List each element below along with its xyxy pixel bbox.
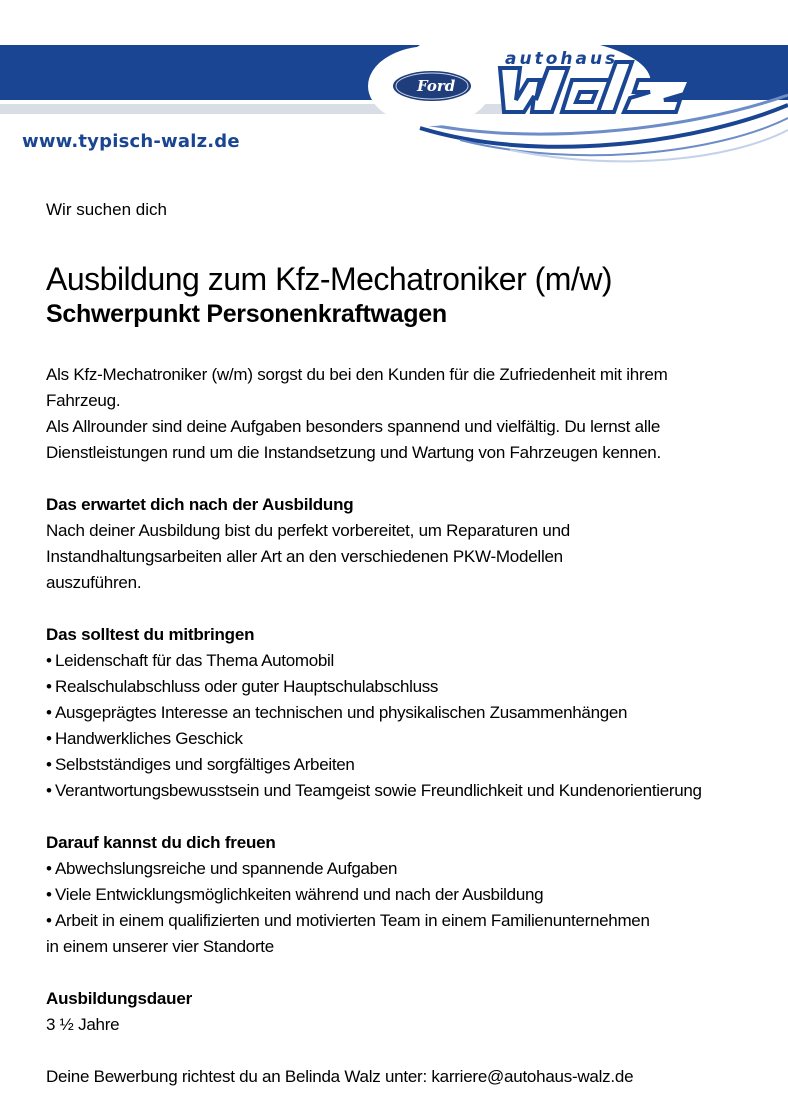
list-item-text: Selbstständiges und sorgfältiges Arbeiten [55, 755, 355, 774]
requirements-list [46, 648, 766, 804]
section-heading: Das solltest du mitbringen [46, 625, 255, 644]
list-item [46, 856, 766, 882]
list-item [46, 882, 766, 908]
brand-autohaus-text: autohaus [505, 49, 619, 69]
duration-value: 3 ½ Jahre [46, 1015, 120, 1034]
section-heading: Das erwartet dich nach der Ausbildung [46, 495, 354, 514]
description-line: Dienstleistungen rund um die Instandsetzung und Wartung von Fahrzeugen kennen. [46, 443, 661, 462]
list-item [46, 778, 766, 804]
list-item-text: Verantwortungsbewusstsein und Teamgeist sowie Freundlichkeit und Kundenorientierung [55, 781, 702, 800]
job-posting [46, 198, 766, 1090]
list-item-text: Leidenschaft für das Thema Automobil [55, 651, 335, 670]
benefits-list [46, 856, 766, 960]
bullet-icon: • [46, 703, 52, 722]
section-line: auszuführen. [46, 573, 142, 592]
section-duration [46, 986, 766, 1038]
bullet-icon: • [46, 651, 52, 670]
description-line: Als Kfz-Mechatroniker (w/m) sorgst du bei den Kunden für die Zufriedenheit mit ihrem [46, 365, 668, 384]
section-benefits [46, 830, 766, 960]
page-subtitle: Schwerpunkt Personenkraftwagen [46, 300, 447, 328]
contact-text: Deine Bewerbung richtest du an Belinda Walz unter: karriere@autohaus-walz.de [46, 1067, 634, 1086]
section-line: Instandhaltungsarbeiten aller Art an den verschiedenen PKW-Modellen [46, 547, 563, 566]
header-banner [0, 0, 788, 175]
bullet-icon: • [46, 677, 52, 696]
section-requirements [46, 622, 766, 804]
section-heading: Darauf kannst du dich freuen [46, 833, 276, 852]
bullet-icon: • [46, 885, 52, 904]
intro-text: Wir suchen dich [46, 200, 167, 219]
list-item [46, 908, 766, 934]
section-expect [46, 492, 766, 596]
bullet-icon: • [46, 755, 52, 774]
list-item-text: Ausgeprägtes Interesse an technischen und physikalischen Zusammenhängen [55, 703, 628, 722]
bullet-icon: • [46, 859, 52, 878]
page-title: Ausbildung zum Kfz-Mechatroniker (m/w) [46, 261, 613, 297]
list-item-text: Handwerkliches Geschick [55, 729, 243, 748]
list-item [46, 648, 766, 674]
list-item [46, 726, 766, 752]
description [46, 362, 766, 466]
list-item-text: Abwechslungsreiche und spannende Aufgaben [55, 859, 398, 878]
list-item [46, 752, 766, 778]
bullet-icon: • [46, 911, 52, 930]
section-line: Nach deiner Ausbildung bist du perfekt vorbereitet, um Reparaturen und [46, 521, 570, 540]
list-item-text: Arbeit in einem qualifizierten und motivierten Team in einem Familienunternehmen [55, 911, 650, 930]
ford-logo-text: Ford [417, 77, 456, 95]
bullet-icon: • [46, 729, 52, 748]
list-item-text: Viele Entwicklungsmöglichkeiten während und nach der Ausbildung [55, 885, 544, 904]
bullet-icon: • [46, 781, 52, 800]
section-contact [46, 1064, 766, 1090]
description-line: Fahrzeug. [46, 391, 121, 410]
list-item-text: Realschulabschluss oder guter Hauptschulabschluss [55, 677, 439, 696]
brand-walz-text [700, 60, 701, 61]
list-item-continuation: in einem unserer vier Standorte [46, 937, 274, 956]
website-link[interactable]: www.typisch-walz.de [22, 131, 240, 152]
section-heading: Ausbildungsdauer [46, 989, 193, 1008]
description-line: Als Allrounder sind deine Aufgaben besonders spannend und vielfältig. Du lernst alle [46, 417, 661, 436]
list-item [46, 700, 766, 726]
list-item [46, 674, 766, 700]
